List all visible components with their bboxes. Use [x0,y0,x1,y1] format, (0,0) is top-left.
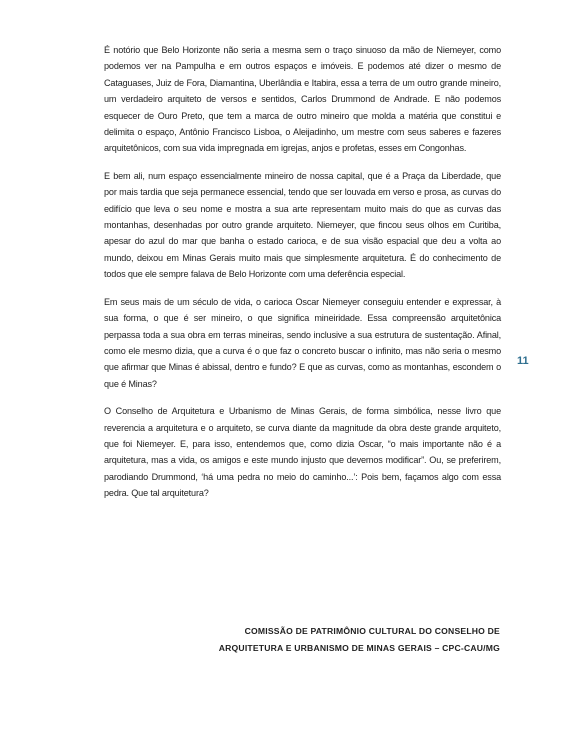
paragraph-1: É notório que Belo Horizonte não seria a mesma sem o traço sinuoso da mão de Niemeyer, como podemos ver na Pampulha e em outros espaços e imóveis. E podemos até dizer o mesmo de Cataguases, Juiz de Fora, Diamantina, Uberlândia e Itabira, essa a terra de um outro grande mineiro, um verdadeiro arquiteto de versos e sentidos, Carlos Drummond de Andrade. E não podemos esquecer de Ouro Preto, que tem a marca de outro mineiro que molda a matéria que constitui e delimita o espaço, Antônio Francisco Lisboa, o Aleijadinho, um mestre com seus saberes e fazeres arquitetônicos, com sua vida impregnada em igrejas, anjos e profetas, esses em Congonhas. [104,45,501,154]
paragraph-3: Em seus mais de um século de vida, o carioca Oscar Niemeyer conseguiu entender e expressar, à sua forma, o que é ser mineiro, o que significa mineiridade. Essa compreensão arquitetônica perpassa toda a sua obra em terras mineiras, sendo inclusive a sua estrutura de sustentação. Afinal, como ele mesmo dizia, que a curva é o que faz o concreto buscar o infinito, mas não seria o mesmo que afirmar que Minas é abissal, dentro e fundo? E que as curvas, como as montanhas, escondem o que é Minas? [104,296,501,389]
body-text [104,42,501,513]
signature-line-2: ARQUITETURA E URBANISMO DE MINAS GERAIS – CPC-CAU/MG [218,643,500,653]
paragraph-2: E bem ali, num espaço essencialmente mineiro de nossa capital, que é a Praça da Liberdade, que por mais tardia que seja permanece essencial, tendo que ser louvada em verso e prosa, as curvas do edifício que leva o seu nome e mostra a sua arte representam muito mais do que as curvas das montanhas, desenhadas por outro grande arquiteto. Niemeyer, que fincou seus olhos em Curitiba, apesar do azul do mar que banha o estado carioca, e de sua visão espacial que deu a volta ao mundo, deixou em Minas Gerais muito mais que simplesmente arquitetura. É do conhecimento de todos que ele sempre falava de Belo Horizonte com uma deferência especial. [104,170,501,280]
page-number: 11 [517,355,529,367]
signature-block [150,623,500,657]
signature-line-1: COMISSÃO DE PATRIMÔNIO CULTURAL DO CONSELHO DE [244,626,500,636]
paragraph-4: O Conselho de Arquitetura e Urbanismo de Minas Gerais, de forma simbólica, nesse livro que reverencia a arquitetura e o arquiteto, se curva diante da magnitude da obra deste grande arquiteto, que foi Niemeyer. E, para isso, entendemos que, como dizia Oscar, “o mais importante não é a arquitetura, mas a vida, os amigos e este mundo injusto que devemos modificar”. Ou, se preferirem, parodiando Drummond, ‘há uma pedra no meio do caminho...’: Pois bem, façamos algo com essa pedra. Que tal arquitetura? [104,406,501,499]
